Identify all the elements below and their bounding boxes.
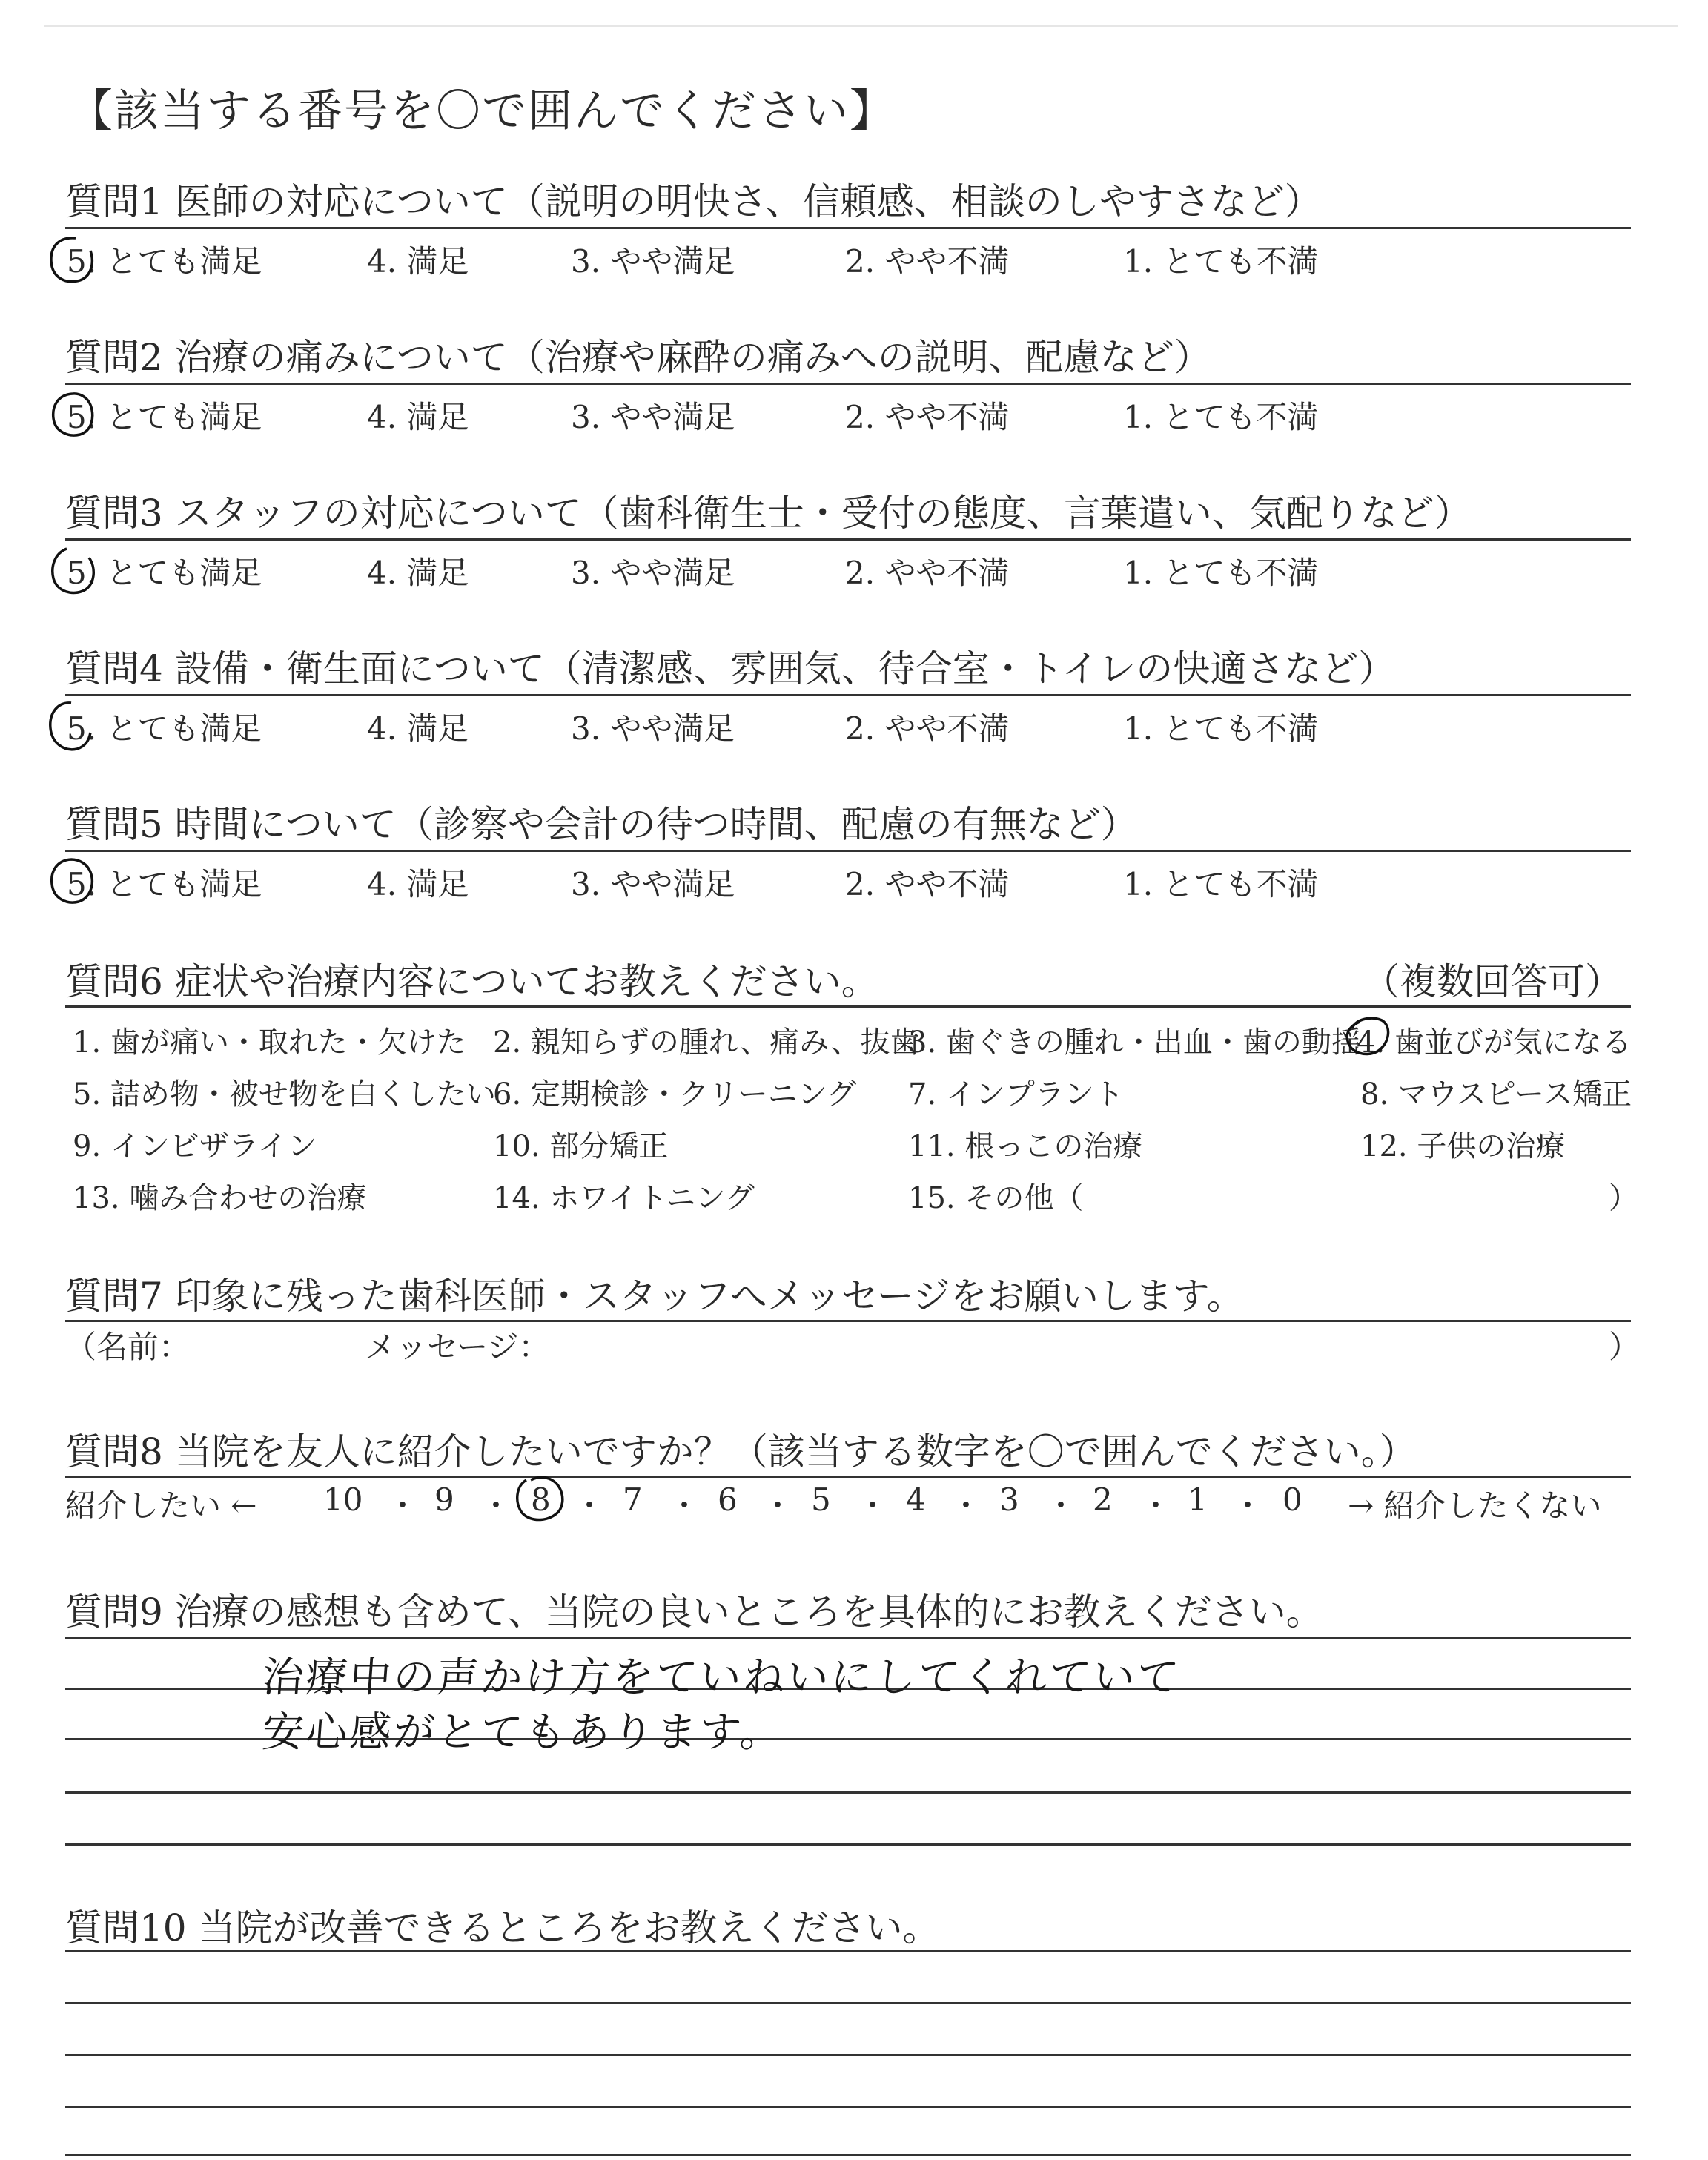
option-1[interactable]: 1. とても不満 [1123,399,1319,435]
question-title: 質問7 印象に残った歯科医師・スタッフへメッセージをお願いします。 [65,1275,1244,1318]
scale-9[interactable]: 9 [434,1482,454,1518]
option-2[interactable]: 2. やや不満 [845,866,1010,902]
question-title: 質問5 時間について（診察や会計の待つ時間、配慮の有無など） [65,803,1138,846]
scale-dot: ・ [1140,1487,1172,1524]
recommend-left-label: 紹介したい ← [65,1487,257,1524]
checkbox-item[interactable]: 5. 詰め物・被せ物を白くしたい [73,1077,496,1112]
option-1[interactable]: 1. とても不満 [1123,866,1319,902]
selection-circle [510,1473,569,1526]
answer-line [65,2054,1631,2056]
scale-dot: ・ [480,1487,512,1524]
close-paren: ） [1609,1181,1638,1215]
question-title: 質問10 当院が改善できるところをお教えください。 [65,1906,940,1949]
scale-6[interactable]: 6 [718,1482,738,1518]
question-title: 質問1 医師の対応について（説明の明快さ、信頼感、相談のしやすさなど） [65,180,1322,223]
scale-dot: ・ [1232,1487,1264,1524]
option-2[interactable]: 2. やや不満 [845,710,1010,747]
name-label: （名前： [65,1329,191,1365]
checkbox-item[interactable]: 7. インプラント [908,1077,1124,1112]
option-2[interactable]: 2. やや不満 [845,243,1010,280]
checkbox-item[interactable]: 3. 歯ぐきの腫れ・出血・歯の動揺 [908,1025,1361,1060]
checkbox-item[interactable]: 4. 歯並びが気になる [1357,1025,1632,1060]
multiple-answer-note: （複数回答可） [1363,960,1622,1003]
selection-circle [1342,1013,1395,1060]
top-border [44,25,1678,27]
checkbox-item[interactable]: 13. 噛み合わせの治療 [73,1181,367,1215]
divider [65,538,1631,541]
option-4[interactable]: 4. 満足 [367,399,469,435]
answer-line [65,1843,1631,1846]
divider [65,383,1631,385]
divider [65,1320,1631,1322]
option-5[interactable]: 5. とても満足 [67,866,262,902]
scale-4[interactable]: 4 [906,1482,926,1518]
option-1[interactable]: 1. とても不満 [1123,243,1319,280]
checkbox-item[interactable]: 15. その他（ [908,1181,1084,1215]
divider [65,1476,1631,1478]
option-3[interactable]: 3. やや満足 [571,866,735,902]
scale-dot: ・ [762,1487,794,1524]
answer-line [65,2154,1631,2156]
option-3[interactable]: 3. やや満足 [571,555,735,591]
scale-1[interactable]: 1 [1188,1482,1208,1518]
scale-dot: ・ [669,1487,701,1524]
selection-circle [46,544,101,599]
option-4[interactable]: 4. 満足 [367,555,469,591]
question-title: 質問4 設備・衛生面について（清潔感、雰囲気、待合室・トイレの快適さなど） [65,647,1396,690]
checkbox-item[interactable]: 8. マウスピース矯正 [1360,1077,1632,1112]
scale-dot: ・ [574,1487,606,1524]
scale-0[interactable]: 0 [1282,1482,1302,1518]
divider [65,227,1631,229]
option-4[interactable]: 4. 満足 [367,710,469,747]
message-label: メッセージ： [365,1329,550,1365]
option-5[interactable]: 5. とても満足 [67,243,262,280]
checkbox-item[interactable]: 9. インビザライン [73,1129,317,1163]
option-1[interactable]: 1. とても不満 [1123,710,1319,747]
option-3[interactable]: 3. やや満足 [571,399,735,435]
scale-8[interactable]: 8 [531,1482,551,1518]
checkbox-item[interactable]: 6. 定期検診・クリーニング [493,1077,857,1112]
option-4[interactable]: 4. 満足 [367,243,469,280]
answer-line [65,1791,1631,1794]
scale-dot: ・ [1045,1487,1077,1524]
checkbox-item[interactable]: 12. 子供の治療 [1360,1129,1566,1163]
selection-circle [47,390,99,442]
scale-3[interactable]: 3 [999,1482,1019,1518]
checkbox-item[interactable]: 10. 部分矯正 [493,1129,669,1163]
answer-line [65,1950,1631,1952]
option-5[interactable]: 5. とても満足 [67,399,262,435]
answer-line [65,2106,1631,2108]
option-2[interactable]: 2. やや不満 [845,399,1010,435]
option-5[interactable]: 5. とても満足 [67,555,262,591]
answer-line [65,2002,1631,2004]
selection-circle [44,697,101,756]
scale-10[interactable]: 10 [323,1482,363,1518]
selection-circle [46,856,99,909]
scale-2[interactable]: 2 [1093,1482,1113,1518]
question-title: 質問2 治療の痛みについて（治療や麻酔の痛みへの説明、配慮など） [65,336,1211,379]
divider [65,694,1631,696]
option-3[interactable]: 3. やや満足 [571,710,735,747]
checkbox-item[interactable]: 11. 根っこの治療 [908,1129,1143,1163]
handwritten-answer: 安心感がとてもあります。 [260,1708,786,1757]
question-title: 質問6 症状や治療内容についてお教えください。 [65,960,878,1003]
scale-7[interactable]: 7 [623,1482,643,1518]
close-paren: ） [1609,1329,1641,1365]
answer-line [65,1637,1631,1639]
page-header: 【該当する番号を〇で囲んでください】 [68,85,896,137]
divider [65,1005,1631,1008]
option-1[interactable]: 1. とても不満 [1123,555,1319,591]
option-5[interactable]: 5. とても満足 [67,710,262,747]
option-2[interactable]: 2. やや不満 [845,555,1010,591]
checkbox-item[interactable]: 1. 歯が痛い・取れた・欠けた [73,1025,466,1060]
divider [65,850,1631,852]
scale-dot: ・ [857,1487,889,1524]
checkbox-item[interactable]: 2. 親知らずの腫れ、痛み、抜歯 [493,1025,920,1060]
scale-dot: ・ [950,1487,982,1524]
scale-dot: ・ [387,1487,419,1524]
question-title: 質問3 スタッフの対応について（歯科衛生士・受付の態度、言葉遣い、気配りなど） [65,492,1472,535]
checkbox-item[interactable]: 14. ホワイトニング [493,1181,755,1215]
scale-5[interactable]: 5 [811,1482,831,1518]
selection-circle [46,234,98,288]
option-4[interactable]: 4. 満足 [367,866,469,902]
option-3[interactable]: 3. やや満足 [571,243,735,280]
recommend-right-label: → 紹介したくない [1348,1487,1602,1524]
handwritten-answer: 治療中の声かけ方をていねいにしてくれていて [260,1654,1182,1702]
question-title: 質問8 当院を友人に紹介したいですか？（該当する数字を〇で囲んでください。） [65,1430,1417,1473]
question-title: 質問9 治療の感想も含めて、当院の良いところを具体的にお教えください。 [65,1591,1323,1634]
